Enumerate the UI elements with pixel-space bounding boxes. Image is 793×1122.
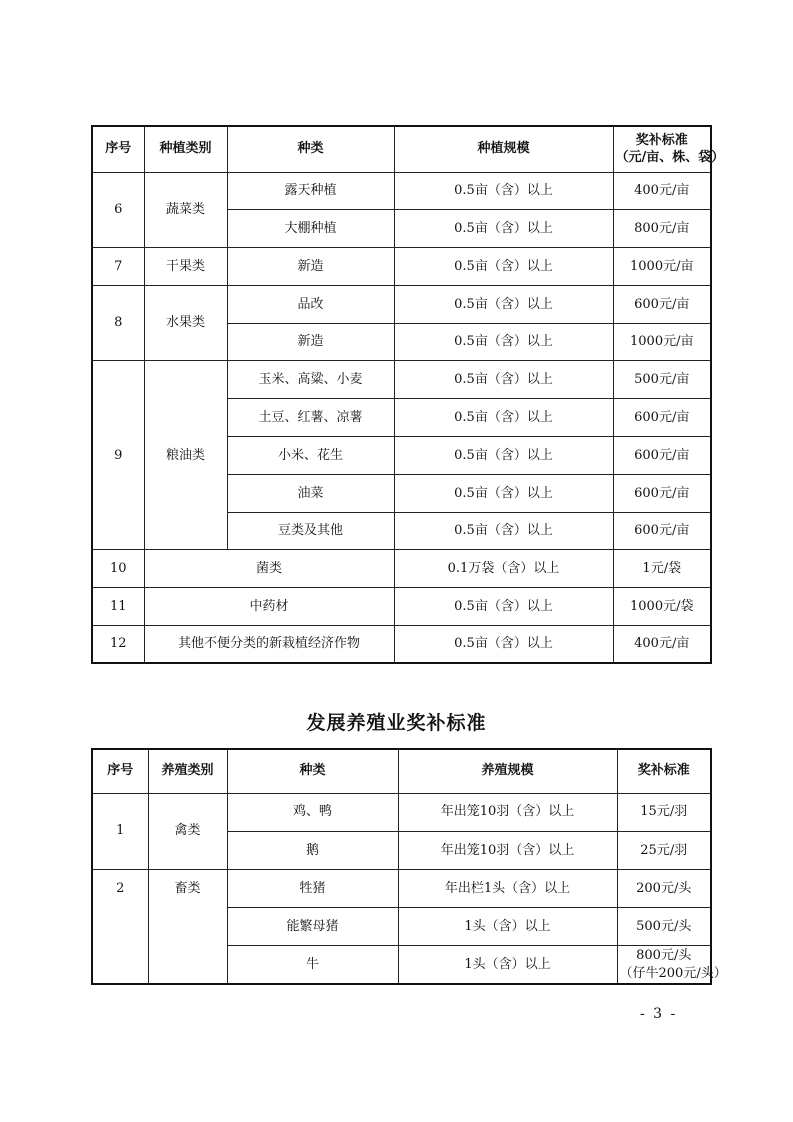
row-category: 粮油类 <box>144 361 227 550</box>
breeding-section-title: 发展养殖业奖补标准 <box>306 712 487 734</box>
row-scale: 0.5亩（含）以上 <box>394 474 613 512</box>
row-type: 牲猪 <box>227 869 398 907</box>
table-row <box>92 248 711 286</box>
table-row <box>92 361 711 399</box>
header-scale: 种植规模 <box>394 126 613 172</box>
row-type: 品改 <box>227 285 394 323</box>
table-row <box>92 793 711 831</box>
row-scale: 0.5亩（含）以上 <box>394 399 613 437</box>
table-row <box>92 588 711 626</box>
row-category: 水果类 <box>144 285 227 361</box>
row-scale: 0.1万袋（含）以上 <box>394 550 613 588</box>
row-type: 鸡、鸭 <box>227 793 398 831</box>
row-standard: 15元/羽 <box>617 793 711 831</box>
row-scale: 0.5亩（含）以上 <box>394 361 613 399</box>
row-type: 土豆、红薯、凉薯 <box>227 399 394 437</box>
header-type: 种类 <box>227 126 394 172</box>
row-standard: 500元/亩 <box>613 361 711 399</box>
row-standard: 200元/头 <box>617 869 711 907</box>
row-type: 新造 <box>227 248 394 286</box>
header-category: 养殖类别 <box>148 749 227 793</box>
row-scale: 0.5亩（含）以上 <box>394 323 613 361</box>
row-type: 新造 <box>227 323 394 361</box>
table-header-row <box>92 126 711 172</box>
row-type: 小米、花生 <box>227 437 394 475</box>
row-scale: 0.5亩（含）以上 <box>394 210 613 248</box>
row-standard: 1元/袋 <box>613 550 711 588</box>
row-no: 7 <box>92 248 144 286</box>
breeding-subsidy-table <box>91 748 727 985</box>
header-no: 序号 <box>92 749 148 793</box>
row-type: 油菜 <box>227 474 394 512</box>
table-row <box>92 869 711 907</box>
table-row <box>92 550 711 588</box>
page-number: - 3 - <box>640 1006 678 1022</box>
row-no: 8 <box>92 285 144 361</box>
header-type: 种类 <box>227 749 398 793</box>
row-type: 大棚种植 <box>227 210 394 248</box>
row-scale: 0.5亩（含）以上 <box>394 437 613 475</box>
row-category: 菌类 <box>144 550 394 588</box>
row-scale: 1头（含）以上 <box>398 908 617 946</box>
row-standard-main: 800元/头 <box>636 948 692 964</box>
row-scale: 0.5亩（含）以上 <box>394 248 613 286</box>
row-type: 豆类及其他 <box>227 512 394 550</box>
row-standard: 600元/亩 <box>613 285 711 323</box>
row-scale: 0.5亩（含）以上 <box>394 626 613 664</box>
row-standard: 400元/亩 <box>613 626 711 664</box>
row-standard: 500元/头 <box>617 908 711 946</box>
table-row <box>92 172 711 210</box>
row-standard-note: （仔牛200元/头） <box>619 965 727 981</box>
row-standard: 1000元/亩 <box>613 248 711 286</box>
header-standard-line2: （元/亩、株、袋） <box>615 150 725 166</box>
row-standard: 600元/亩 <box>613 437 711 475</box>
row-standard <box>617 946 727 984</box>
row-standard: 1000元/亩 <box>613 323 711 361</box>
row-category: 中药材 <box>144 588 394 626</box>
row-standard: 800元/亩 <box>613 210 711 248</box>
table-header-row <box>92 749 711 793</box>
row-type: 牛 <box>227 946 398 984</box>
row-no: 1 <box>92 793 148 869</box>
row-no: 10 <box>92 550 144 588</box>
row-category: 其他不便分类的新栽植经济作物 <box>144 626 394 664</box>
row-type: 能繁母猪 <box>227 908 398 946</box>
row-category: 干果类 <box>144 248 227 286</box>
row-standard: 600元/亩 <box>613 399 711 437</box>
header-no: 序号 <box>92 126 144 172</box>
row-standard: 600元/亩 <box>613 512 711 550</box>
header-scale: 养殖规模 <box>398 749 617 793</box>
row-scale: 0.5亩（含）以上 <box>394 588 613 626</box>
row-scale: 0.5亩（含）以上 <box>394 172 613 210</box>
row-standard: 600元/亩 <box>613 474 711 512</box>
row-no: 9 <box>92 361 144 550</box>
row-category: 畜类 <box>148 869 227 984</box>
row-scale: 年出笼10羽（含）以上 <box>398 831 617 869</box>
row-standard: 400元/亩 <box>613 172 711 210</box>
table-row <box>92 626 711 664</box>
row-no: 2 <box>92 869 148 984</box>
row-scale: 0.5亩（含）以上 <box>394 512 613 550</box>
planting-subsidy-table <box>91 125 725 664</box>
row-category: 禽类 <box>148 793 227 869</box>
row-type: 鹅 <box>227 831 398 869</box>
row-no: 6 <box>92 172 144 248</box>
row-type: 玉米、高粱、小麦 <box>227 361 394 399</box>
row-no: 12 <box>92 626 144 664</box>
table-row <box>92 285 711 323</box>
header-standard <box>613 126 725 172</box>
row-standard: 1000元/袋 <box>613 588 711 626</box>
row-scale: 0.5亩（含）以上 <box>394 285 613 323</box>
header-category: 种植类别 <box>144 126 227 172</box>
row-scale: 年出笼10羽（含）以上 <box>398 793 617 831</box>
header-standard-line1: 奖补标准 <box>635 132 688 148</box>
header-standard: 奖补标准 <box>617 749 711 793</box>
row-standard: 25元/羽 <box>617 831 711 869</box>
row-type: 露天种植 <box>227 172 394 210</box>
row-scale: 1头（含）以上 <box>398 946 617 984</box>
row-scale: 年出栏1头（含）以上 <box>398 869 617 907</box>
row-no: 11 <box>92 588 144 626</box>
row-category: 蔬菜类 <box>144 172 227 248</box>
